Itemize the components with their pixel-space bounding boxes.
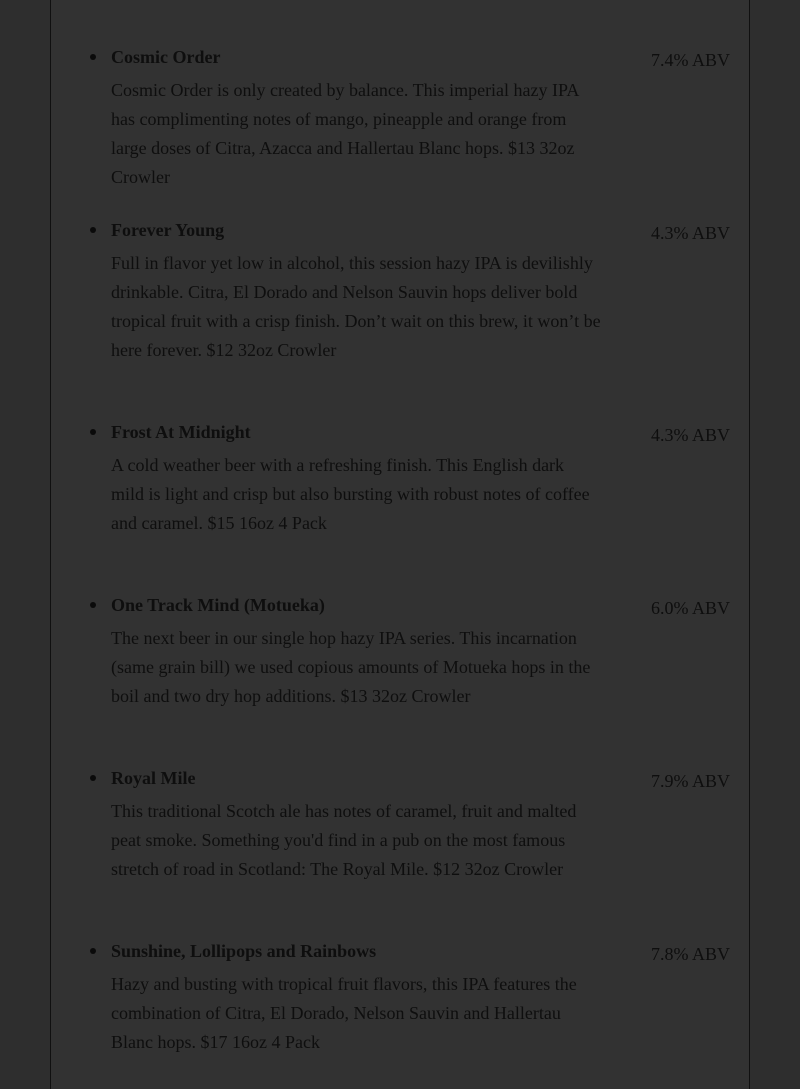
bullet-icon [90,948,96,954]
beer-abv: 4.3% ABV [650,223,730,243]
beer-description: Hazy and busting with tropical fruit flavors, this IPA features the combination of Citra, El Dorado, Nelson Sauvin and Hallertau Blanc hops. $17 16oz 4 Pack [111,974,577,1052]
bullet-icon [90,54,96,60]
bullet-icon [90,429,96,435]
bullet-icon [90,602,96,608]
beer-abv: 6.0% ABV [650,598,730,618]
beer-description: Full in flavor yet low in alcohol, this session hazy IPA is devilishly drinkable. Citra, El Dorado and Nelson Sauvin hops deliver bold tropical fruit with a crisp finish. Don’t wait on this brew, it won’t be here forever. $12 32oz Crowler [111,253,601,360]
beer-name: One Track Mind (Motueka) [111,595,325,615]
beer-name: Cosmic Order [111,47,221,67]
beer-name: Sunshine, Lollipops and Rainbows [111,941,377,961]
beer-name: Royal Mile [111,768,196,788]
beer-abv: 7.9% ABV [650,771,730,791]
beer-abv: 4.3% ABV [650,425,730,445]
beer-description: A cold weather beer with a refreshing finish. This English dark mild is light and crisp but also bursting with robust notes of coffee and caramel. $15 16oz 4 Pack [111,455,590,533]
beer-description: This traditional Scotch ale has notes of caramel, fruit and malted peat smoke. Something you'd find in a pub on the most famous stretch of road in Scotland: The Royal Mile. $12 32oz Crowler [111,801,577,879]
beer-name: Frost At Midnight [111,422,251,442]
beer-description: Cosmic Order is only created by balance. This imperial hazy IPA has complimenting notes of mango, pineapple and orange from large doses of Citra, Azacca and Hallertau Blanc hops. $13 32oz Crowler [111,80,579,187]
beer-menu-page [50,0,750,1089]
bullet-icon [90,227,96,233]
beer-abv: 7.4% ABV [650,50,730,70]
beer-name: Forever Young [111,220,225,240]
beer-abv: 7.8% ABV [650,944,730,964]
beer-description: The next beer in our single hop hazy IPA series. This incarnation (same grain bill) we used copious amounts of Motueka hops in the boil and two dry hop additions. $13 32oz Crowler [111,628,591,706]
bullet-icon [90,775,96,781]
